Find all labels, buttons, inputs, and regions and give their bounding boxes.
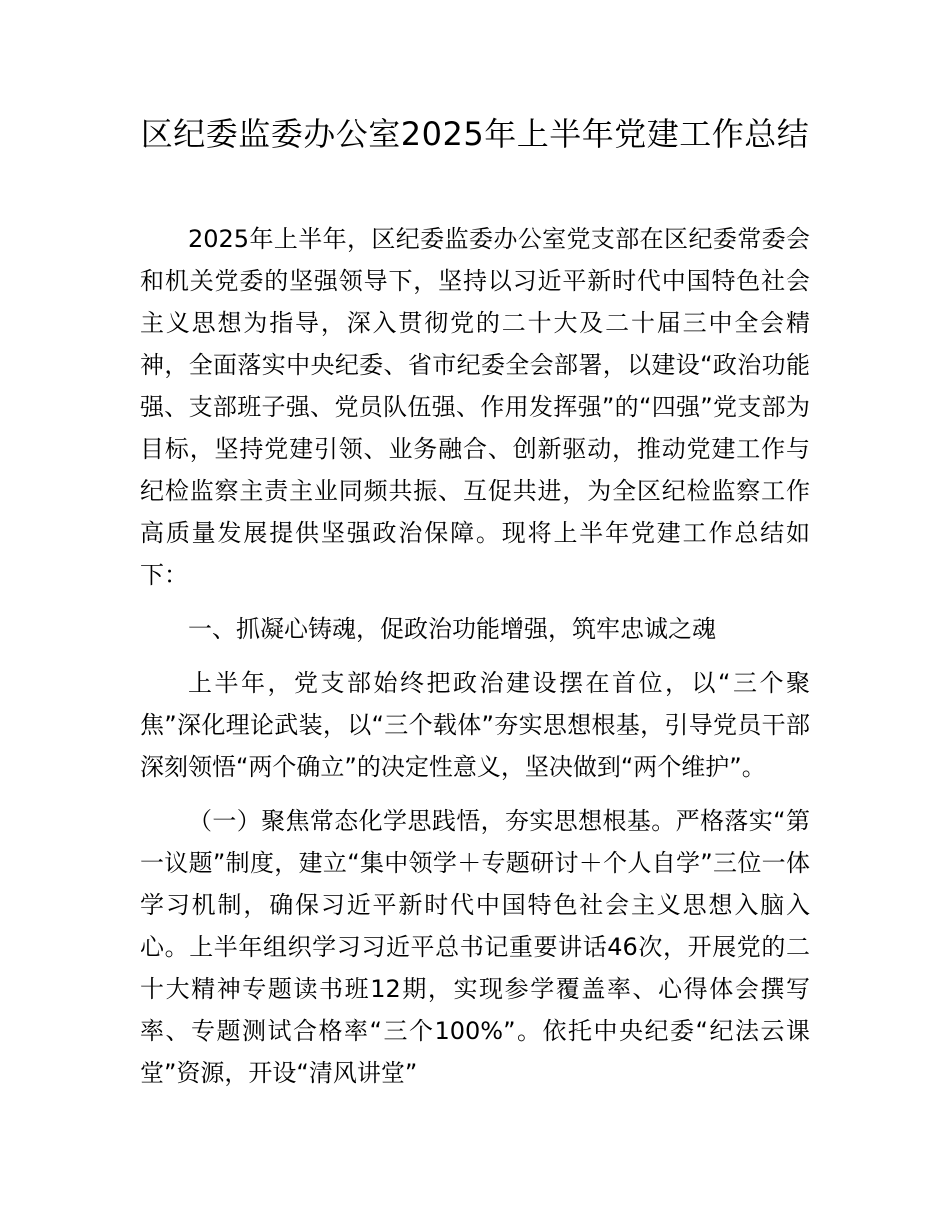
intro-paragraph: 2025年上半年，区纪委监委办公室党支部在区纪委常委会和机关党委的坚强领导下，坚持以习近平新时代中国特色社会主义思想为指导，深入贯彻党的二十大及二十届三中全会精神，全面落实中央纪委、省市纪委全会部署，以建设“政治功能强、支部班子强、党员队伍强、作用发挥强”的“四强”党支部为目标，坚持党建引领、业务融合、创新驱动，推动党建工作与纪检监察主责主业同频共振、互促共进，为全区纪检监察工作高质量发展提供坚强政治保障。现将上半年党建工作总结如下： xyxy=(140,225,810,589)
document-body xyxy=(140,218,810,1094)
section-heading-1: 一、抓凝心铸魂，促政治功能增强，筑牢忠诚之魂 xyxy=(188,615,716,643)
section-1-summary-paragraph: 上半年，党支部始终把政治建设摆在首位，以“三个聚焦”深化理论武装，以“三个载体”夯实思想根基，引导党员干部深刻领悟“两个确立”的决定性意义，坚决做到“两个维护”。 xyxy=(140,669,810,781)
document-title: 区纪委监委办公室2025年上半年党建工作总结 xyxy=(140,115,810,153)
subsection-1-paragraph: （一）聚焦常态化学思践悟，夯实思想根基。严格落实“第一议题”制度，建立“集中领学＋专题研讨＋个人自学”三位一体学习机制，确保习近平新时代中国特色社会主义思想入脑入心。上半年组织学习习近平总书记重要讲话46次，开展党的二十大精神专题读书班12期，实现参学覆盖率、心得体会撰写率、专题测试合格率“三个100%”。依托中央纪委“纪法云课堂”资源，开设“清风讲堂” xyxy=(140,807,810,1087)
